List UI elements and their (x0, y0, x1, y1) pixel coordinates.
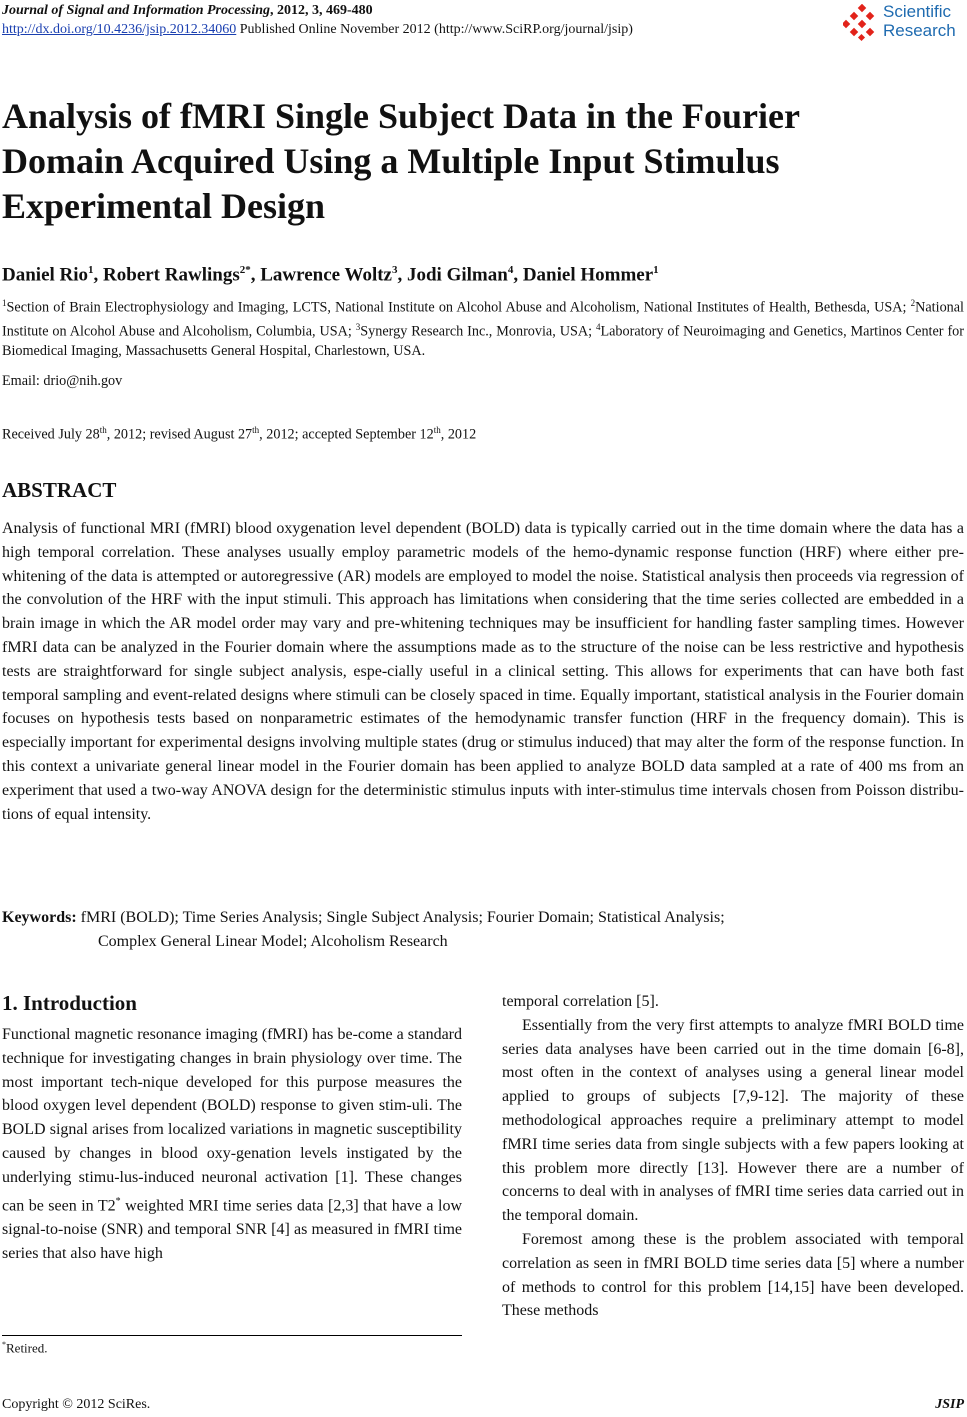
author-name: Daniel Rio (2, 264, 89, 286)
ordinal-suffix: th (99, 425, 107, 435)
affil-mark: 2 (910, 298, 916, 308)
paragraph-text: Functional magnetic resonance imaging (fMRI) has be-come a standard technique for investigating changes in brain physiology over time. The most important tech-nique developed for this purpose measures the blood oxygen level dependent (BOLD) response to given stim-uli. The BOLD signal arises from localized variations in magnetic susceptibility caused by changes in blood oxy-genation levels instigated by the underlying stimu-lus-induced neuronal activation [1]. These changes can be seen in T2 (2, 1026, 462, 1214)
keywords-line-1 (2, 906, 964, 930)
author-separator: , (397, 264, 407, 286)
revised-text: , 2012; revised August 27 (106, 426, 253, 443)
doi-link[interactable]: http://dx.doi.org/10.4236/jsip.2012.34060 (2, 22, 237, 37)
published-online: Published Online November 2012 (http://www.SciRP.org/journal/jsip) (236, 22, 633, 37)
author-affil-mark: 4 (507, 264, 514, 276)
intro-paragraph: Essentially from the very first attempts to analyze fMRI BOLD time series data analyses have been carried out in the time domain [6-8], most often in the context of analyses using a general linear model applied to groups of subjects [7,9-12]. The majority of these methodological approaches require a preliminary attempt to model fMRI time series data from single subjects with a few papers looking at this problem more directly [13]. However there are a number of concerns to deal with in analyses of fMRI time series data carried out in the temporal domain. (502, 1016, 964, 1225)
author-name: Robert Rawlings (103, 264, 240, 286)
author-affil-mark: 3 (391, 264, 398, 276)
journal-citation (2, 2, 373, 20)
abstract-heading: ABSTRACT (2, 478, 117, 502)
keywords-label: Keywords: (2, 909, 77, 926)
affil-mark: 3 (355, 322, 361, 333)
keywords-line-2: Complex General Linear Model; Alcoholism Research (98, 933, 448, 950)
logo-wordmark (883, 2, 956, 40)
author-separator: , (250, 264, 261, 286)
author-name: Lawrence Woltz (260, 264, 392, 286)
abstract-body: Analysis of functional MRI (fMRI) blood oxygenation level dependent (BOLD) data is typically carried out in the time domain where the data has a high temporal correlation. These analyses usually employ parametric models of the hemo-dynamic response function (HRF) where either pre-whitening of the data is attempted or autoregressive (AR) models are employed to model the noise. Statistical analysis then proceeds via regression of the convolution of the HRF with the input stimuli. This approach has limitations when considering that the time series collected are embedded in a brain image in which the AR model order may vary and pre-whitening techniques may be insufficient for handling faster sampling times. However fMRI data can be analyzed in the Fourier domain where the assumptions made as to the structure of the noise can be less restrictive and hypothesis tests are straightforward for single subject analysis, espe-cially useful in a clinical setting. This allows for experiments that can have both fast temporal sampling and event-related designs where stimuli can be closely spaced in time. Equally important, statistical analysis in the Fourier domain focuses on hypothesis tests based on nonparametric estimates of the hemodynamic transfer function (HRF in the frequency domain). This is especially important for experimental designs involving multiple states (drug or stimulus induced) that may alter the form of the response function. In this context a univariate general linear model in the Fourier domain has been applied to analyze BOLD data sampled at a rate of 400 ms from an experiment that used a two-way ANOVA design for the deterministic stimulus inputs with inter-stimulus time intervals chosen from Poisson distribu-tions of equal intensity. (2, 520, 964, 823)
footnote (2, 1340, 48, 1356)
ordinal-suffix: th (252, 425, 260, 435)
affiliation: National Institute on Alcohol Abuse and Alcoholism, Columbia, USA; (2, 299, 964, 340)
intro-paragraph: Foremost among these is the problem associated with temporal correlation as seen in fMRI BOLD time series data [5] where a number of methods to control for this problem [14,15] have been developed. These methods (502, 1230, 964, 1320)
title-line: Analysis of fMRI Single Subject Data in the Fourier (2, 96, 800, 136)
affiliations (2, 294, 964, 362)
superscript: * (115, 1195, 121, 1207)
paragraph-text: weighted MRI time series data [2,3] that have a low signal-to-noise (SNR) and temporal SNR [4] as measured in fMRI time series that also have high (2, 1196, 463, 1262)
section-heading-introduction: 1. Introduction (2, 991, 137, 1015)
ordinal-suffix: th (433, 425, 441, 435)
keywords (2, 906, 964, 954)
scientific-research-logo (843, 2, 963, 44)
author-separator: , (93, 264, 104, 286)
author-name: Jodi Gilman (406, 264, 508, 286)
affiliation: Laboratory of Neuroimaging and Genetics, Martinos Center for Biomedical Imaging, Massachusetts General Hospital, Charlestown, USA. (2, 323, 964, 360)
copyright: Copyright © 2012 SciRes. (2, 1397, 151, 1412)
footnote-text: Retired. (6, 1340, 48, 1356)
accepted-text: , 2012; accepted September 12 (259, 426, 434, 443)
affil-mark: 4 (595, 322, 601, 333)
intro-paragraph (2, 1023, 462, 1265)
keywords-list: fMRI (BOLD); Time Series Analysis; Single Subject Analysis; Fourier Domain; Statistical Analysis; (76, 909, 725, 926)
logo-line-1: Scientific (883, 2, 952, 21)
title-line: Experimental Design (2, 186, 325, 226)
journal-name: Journal of Signal and Information Processing (2, 3, 271, 18)
author-affil-mark: 2* (239, 264, 251, 276)
affil-mark: 1 (2, 298, 7, 308)
author-list (2, 258, 659, 287)
year-text: , 2012 (440, 426, 477, 443)
journal-issue: , 2012, 3, 469-480 (270, 3, 373, 18)
logo-line-2: Research (883, 21, 956, 40)
paragraph-continuation: temporal correlation [5]. (502, 993, 659, 1010)
left-column (2, 989, 462, 1265)
affiliation: Section of Brain Electrophysiology and Imaging, LCTS, National Institute on Alcohol Abuse and Alcoholism, National Institutes of Health, Bethesda, USA; (6, 299, 911, 316)
contact-email: Email: drio@nih.gov (2, 373, 123, 389)
author-separator: , (513, 264, 523, 286)
paper-title (2, 94, 942, 229)
right-column (502, 990, 964, 1323)
doi-line (2, 21, 633, 39)
received-text: Received July 28 (2, 426, 100, 443)
scirp-mark-icon (843, 4, 881, 42)
title-line: Domain Acquired Using a Multiple Input Stimulus (2, 141, 780, 181)
author-name: Daniel Hommer (522, 264, 654, 286)
affiliation: Synergy Research Inc., Monrovia, USA; (360, 323, 596, 340)
journal-abbreviation: JSIP (935, 1397, 964, 1412)
author-affil-mark: 1 (88, 264, 94, 276)
received-dates (2, 421, 476, 445)
footnote-mark: * (2, 1340, 6, 1349)
author-affil-mark: 1 (653, 264, 659, 276)
footnote-rule (2, 1335, 462, 1336)
